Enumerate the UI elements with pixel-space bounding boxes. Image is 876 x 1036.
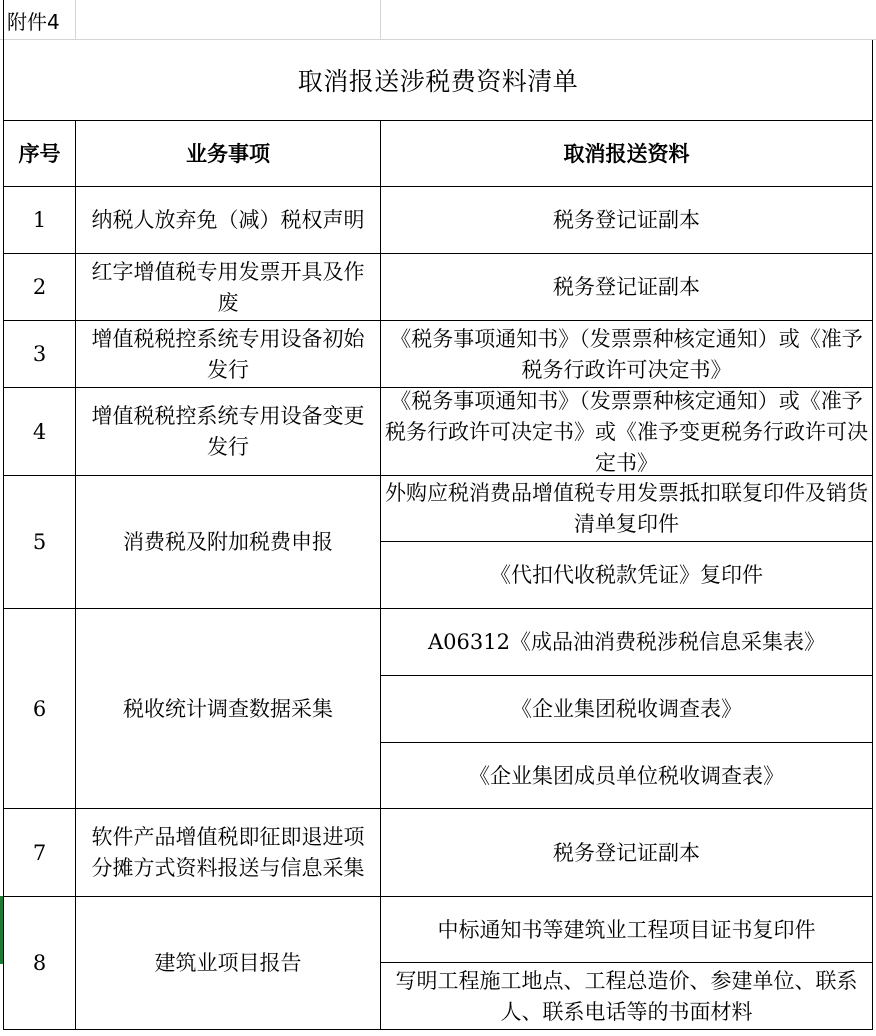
header-materials: 取消报送资料 [563,141,690,166]
row-4-item: 增值税税控系统专用设备变更发行 [91,404,365,459]
row-2-seq: 2 [32,275,47,299]
row-8-material-1: 中标通知书等建筑业工程项目证书复印件 [437,917,816,942]
grid-line [75,0,76,40]
row-5-item: 消费税及附加税费申报 [123,530,333,554]
row-5-material-2: 《代扣代收税款凭证》复印件 [490,563,763,587]
row-4-seq: 4 [32,419,47,444]
table-border [3,120,873,121]
row-1-seq: 1 [32,208,47,232]
row-1-material: 税务登记证副本 [553,208,700,232]
table-border [380,541,873,542]
table-border [3,608,873,609]
header-seq: 序号 [18,141,61,166]
table-border [872,40,873,1030]
page-title: 取消报送涉税费资料清单 [297,67,579,96]
row-7-material: 税务登记证副本 [553,840,700,865]
row-5-seq: 5 [32,530,47,554]
row-5-material-1: 外购应税消费品增值税专用发票抵扣联复印件及销货清单复印件 [385,481,868,536]
table-border [380,120,381,1030]
table-border [3,186,873,187]
row-3-seq: 3 [32,342,47,366]
table-border [75,120,76,1030]
row-3-material: 《税务事项通知书》（发票票种核定通知）或《准予税务行政许可决定书》 [390,326,863,382]
header-item: 业务事项 [186,141,270,166]
table-border [3,475,873,476]
grid-line [380,0,381,40]
row-8-material-2: 写明工程施工地点、工程总造价、参建单位、联系人、联系电话等的书面材料 [395,968,858,1024]
row-4-material: 《税务事项通知书》（发票票种核定通知）或《准予税务行政许可决定书》或《准予变更税务行政许可决定书》 [385,388,868,475]
row-8-item: 建筑业项目报告 [154,951,302,975]
table-border [380,962,873,963]
row-8-seq: 8 [32,951,47,975]
table-border [3,0,4,1030]
row-3-item: 增值税税控系统专用设备初始发行 [91,326,365,382]
row-2-material: 税务登记证副本 [553,275,700,299]
table-border [3,320,873,321]
table-border [380,675,873,676]
table-border [3,253,873,254]
row-6-material-2: 《企业集团税收调查表》 [511,697,742,721]
table-border [3,1029,873,1030]
table-border [380,742,873,743]
table-border [3,808,873,809]
annex-label: 附件4 [7,10,60,34]
row-6-material-1: A06312《成品油消费税涉税信息采集表》 [428,630,825,654]
row-6-item: 税收统计调查数据采集 [123,696,333,721]
table-border [3,896,873,897]
row-6-material-3: 《企业集团成员单位税收调查表》 [469,763,784,788]
row-2-item: 红字增值税专用发票开具及作废 [91,259,365,315]
row-1-item: 纳税人放弃免（减）税权声明 [91,208,365,232]
row-7-item: 软件产品增值税即征即退进项分摊方式资料报送与信息采集 [91,825,365,880]
row-6-seq: 6 [32,696,47,721]
table-border [3,387,873,388]
selection-marker [0,896,3,964]
row-7-seq: 7 [32,840,47,865]
